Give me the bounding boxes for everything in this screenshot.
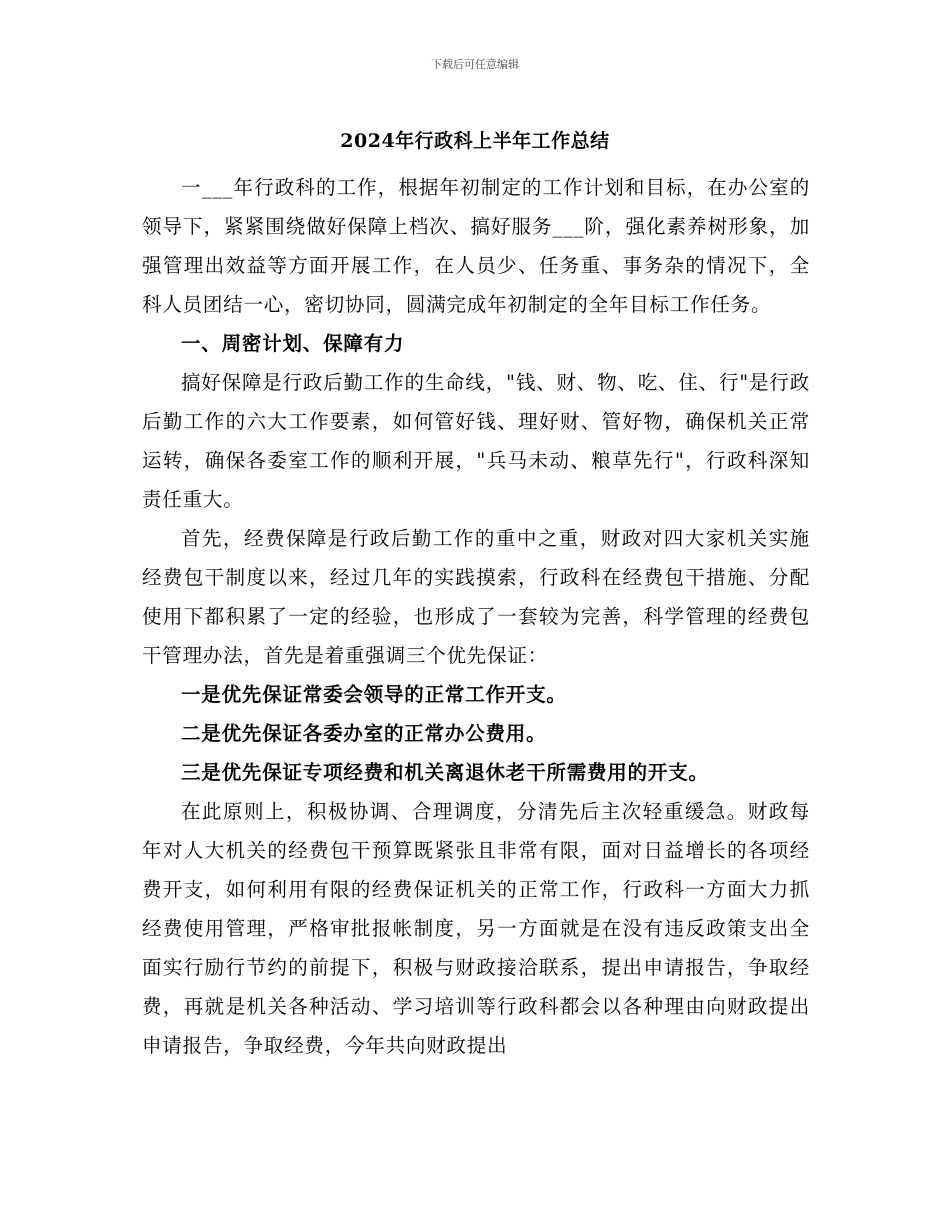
section-heading-1: 一、周密计划、保障有力 [181, 332, 405, 355]
priority-item-1: 一是优先保证常委会领导的正常工作开支。 [181, 683, 567, 706]
paragraph-coordination: 在此原则上，积极协调、合理调度，分清先后主次轻重缓急。财政每年对人大机关的经费包干预算既紧张且非常有限，面对日益增长的各项经费开支，如何利用有限的经费保证机关的正常工作，行政科一方面大力抓经费使用管理，严格审批报帐制度，另一方面就是在没有违反政策支出全面实行励行节约的前提下，积极与财政接洽联系，提出申请报告，争取经费，再就是机关各种活动、学习培训等行政科都会以各种理由向财政提出申请报告，争取经费，今年共向财政提出 [142, 800, 810, 1057]
paragraph-funding: 首先，经费保障是行政后勤工作的重中之重，财政对四大家机关实施经费包干制度以来，经过几年的实践摸索，行政科在经费包干措施、分配使用下都积累了一定的经验，也形成了一套较为完善，科学管理的经费包干管理办法，首先是着重强调三个优先保证： [142, 527, 810, 667]
document-title: 2024年行政科上半年工作总结 [340, 130, 610, 152]
document-body [142, 168, 810, 1065]
priority-item-2: 二是优先保证各委办室的正常办公费用。 [181, 722, 547, 745]
page-header-note: 下载后可任意编辑 [431, 58, 519, 71]
paragraph-intro: 一___年行政科的工作，根据年初制定的工作计划和目标，在办公室的领导下，紧紧围绕做好保障上档次、搞好服务___阶，强化素养树形象，加强管理出效益等方面开展工作，在人员少、任务重、事务杂的情况下，全科人员团结一心，密切协同，圆满完成年初制定的全年目标工作任务。 [142, 176, 810, 316]
paragraph-logistics: 搞好保障是行政后勤工作的生命线，"钱、财、物、吃、住、行"是行政后勤工作的六大工作要素，如何管好钱、理好财、管好物，确保机关正常运转，确保各委室工作的顺利开展，"兵马未动、粮草先行"，行政科深知责任重大。 [142, 371, 810, 511]
priority-item-3: 三是优先保证专项经费和机关离退休老干所需费用的开支。 [181, 761, 709, 784]
